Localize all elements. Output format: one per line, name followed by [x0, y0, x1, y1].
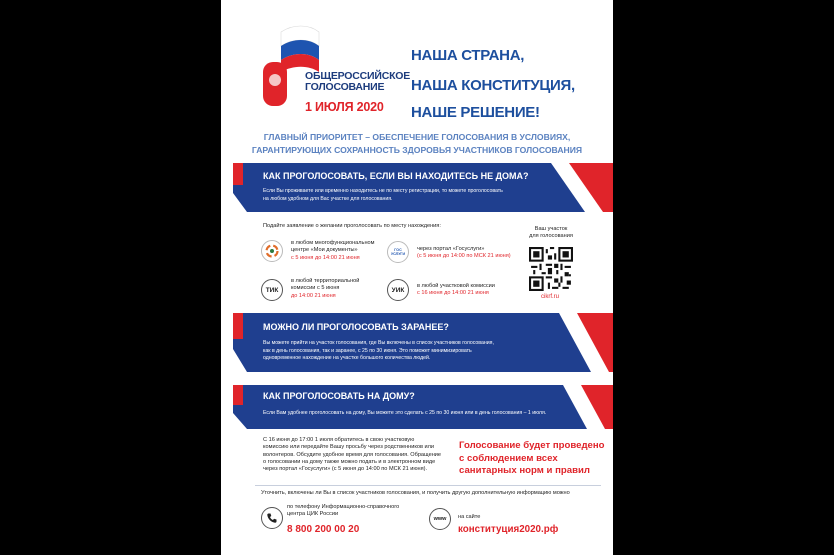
section3-body-line: через портал «Госуслуги» (с 5 июня до 14:00 по МСК 21 июня).	[263, 466, 428, 473]
section2-text-line: одновременное нахождение на участке большого количества людей.	[263, 355, 431, 362]
qr-caption-line: для голосования	[529, 233, 573, 240]
mfc-line: центре «Мои документы»	[291, 247, 358, 254]
uik-line: в любой участковой комиссии	[417, 283, 495, 289]
gosuslugi-logo-icon	[387, 241, 409, 263]
emblem-icon	[265, 70, 279, 86]
priority-line: ГАРАНТИРУЮЩИХ СОХРАННОСТЬ ЗДОРОВЬЯ УЧАСТНИКОВ ГОЛОСОВАНИЯ	[251, 145, 583, 155]
logo-date: 1 ИЮЛЯ 2020	[305, 100, 384, 114]
sanitary-note-line: санитарных норм и правил	[459, 465, 590, 476]
slogan-line: НАША СТРАНА,	[411, 47, 525, 64]
uik-icon: УИК	[387, 279, 409, 301]
sanitary-note	[459, 440, 605, 478]
priority-line: ГЛАВНЫЙ ПРИОРИТЕТ – ОБЕСПЕЧЕНИЕ ГОЛОСОВАНИЯ В УСЛОВИЯХ,	[263, 132, 571, 142]
sanitary-note-line: Голосование будет проведено	[459, 440, 605, 451]
gosuslugi-line: через портал «Госуслуги»	[417, 246, 485, 252]
section3-text: Если Вам удобнее проголосовать на дому, Вы можете это сделать с 25 по 30 июня или в день голосования – 1 июля.	[263, 410, 547, 416]
logo-title-line: ОБЩЕРОССИЙСКОЕ	[305, 70, 411, 82]
site-caption: на сайте	[458, 514, 481, 520]
section1-title: КАК ПРОГОЛОСОВАТЬ, ЕСЛИ ВЫ НАХОДИТЕСЬ НЕ ДОМА?	[263, 171, 529, 181]
tik-line: комиссии с 5 июня	[291, 285, 340, 292]
mfc-logo-icon	[261, 240, 283, 262]
qr-caption	[527, 226, 575, 241]
section2-title: МОЖНО ЛИ ПРОГОЛОСОВАТЬ ЗАРАНЕЕ?	[263, 322, 449, 332]
section2-text-line: Вы можете прийти на участок голосования, где Вы включены в список участников голосования,	[263, 340, 494, 346]
poster	[221, 0, 613, 555]
mfc-option	[291, 240, 375, 262]
mfc-logo-shape	[265, 244, 279, 258]
contacts-intro: Уточнить, включены ли Вы в список участников голосования, и получить другую дополнительную информацию можно	[261, 490, 570, 496]
qr-code-icon[interactable]	[529, 247, 573, 291]
section1-text-line: Если Вы проживаете или временно находитесь не по месту регистрации, то можете проголосовать	[263, 188, 503, 194]
phone-icon-shape	[266, 512, 278, 524]
section1-text	[263, 188, 503, 203]
qr-link[interactable]: cikrf.ru	[541, 294, 559, 300]
tik-dates: до 14:00 21 июня	[291, 292, 336, 299]
uik-option	[417, 283, 495, 298]
uik-dates: с 16 июня до 14:00 21 июня	[417, 290, 489, 297]
mfc-dates: с 5 июня до 14:00 21 июня	[291, 254, 360, 261]
phone-caption-line: по телефону Информационно-справочного	[287, 504, 400, 510]
section3-title: КАК ПРОГОЛОСОВАТЬ НА ДОМУ?	[263, 391, 415, 401]
section3-body-line: комиссию или передайте Вашу просьбу через родственников или	[263, 444, 435, 451]
qr-caption-line: Ваш участок	[534, 226, 568, 232]
gosuslugi-option	[417, 246, 511, 261]
section3-body	[263, 437, 441, 473]
section2-text-line: как в день голосования, так и заранее, с 25 по 30 июня. Это поможет минимизировать	[263, 347, 472, 354]
gosuslugi-dates: (с 5 июня до 14:00 по МСК 21 июня)	[417, 253, 511, 260]
flag-logo	[261, 22, 321, 108]
www-icon: www	[429, 508, 451, 530]
phone-number[interactable]: 8 800 200 00 20	[287, 524, 360, 535]
section2-text	[263, 340, 494, 363]
tik-icon: ТИК	[261, 279, 283, 301]
site-link[interactable]: конституция2020.рф	[458, 524, 559, 535]
tik-line: в любой территориальной	[291, 278, 360, 284]
logo-title-line: ГОЛОСОВАНИЕ	[305, 81, 385, 93]
sanitary-note-line: с соблюдением всех	[459, 452, 558, 464]
mfc-line: в любом многофункциональном	[291, 240, 375, 246]
section3-body-line: о голосовании на дому также можно подать и в электронном виде	[263, 458, 436, 465]
section1-text-line: на любом удобном для Вас участке для голосования.	[263, 195, 393, 202]
slogan-line: НАША КОНСТИТУЦИЯ,	[411, 77, 575, 94]
phone-caption	[287, 504, 399, 519]
logo-title	[305, 71, 410, 93]
slogan-line: НАШЕ РЕШЕНИЕ!	[411, 104, 540, 121]
section3-body-line: волонтеров. Обсудите удобное время для голосования. Обращение	[263, 451, 442, 458]
tik-option	[291, 278, 359, 300]
phone-caption-line: центра ЦИК России	[287, 511, 339, 518]
divider	[255, 485, 601, 486]
section1-intro: Подайте заявление о желании проголосовать по месту нахождения:	[263, 223, 441, 229]
gosuslugi-badge-text: ГОС УСЛУГИ	[390, 248, 406, 256]
section3-body-line: С 16 июня до 17:00 1 июля обратитесь в свою участковую	[263, 437, 415, 443]
phone-icon	[261, 507, 283, 529]
